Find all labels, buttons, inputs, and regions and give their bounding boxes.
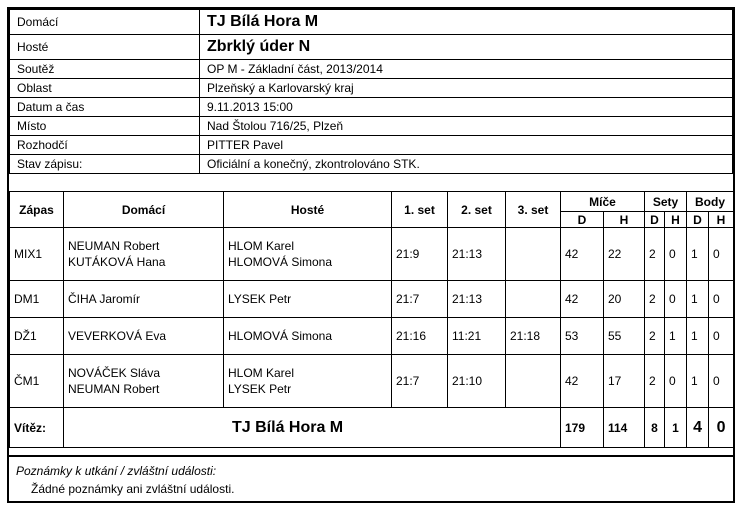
info-label: Místo bbox=[10, 117, 200, 136]
header-row bbox=[10, 192, 734, 212]
match-type: MIX1 bbox=[10, 228, 64, 281]
balls-guest: 17 bbox=[604, 355, 645, 408]
winner-team-name: TJ Bílá Hora M bbox=[64, 408, 561, 448]
info-row-venue bbox=[10, 117, 733, 136]
balls-home: 42 bbox=[561, 281, 604, 318]
match-report bbox=[7, 7, 735, 503]
info-value: OP M - Základní část, 2013/2014 bbox=[200, 60, 733, 79]
set2-score: 11:21 bbox=[448, 318, 506, 355]
points-guest: 0 bbox=[709, 228, 734, 281]
winner-row bbox=[10, 408, 734, 448]
notes-section bbox=[9, 455, 733, 501]
points-guest: 0 bbox=[709, 281, 734, 318]
total-points-home: 4 bbox=[687, 408, 709, 448]
table-row bbox=[10, 318, 734, 355]
header-h: H bbox=[604, 212, 645, 228]
sets-home: 2 bbox=[645, 318, 665, 355]
total-balls-guest: 114 bbox=[604, 408, 645, 448]
set3-score: 21:18 bbox=[506, 318, 561, 355]
points-guest: 0 bbox=[709, 355, 734, 408]
match-info-table bbox=[9, 9, 733, 174]
header-set3: 3. set bbox=[506, 192, 561, 228]
info-value: Oficiální a konečný, zkontrolováno STK. bbox=[200, 155, 733, 174]
match-type: DM1 bbox=[10, 281, 64, 318]
header-balls: Míče bbox=[561, 192, 645, 212]
info-value: Nad Štolou 716/25, Plzeň bbox=[200, 117, 733, 136]
info-value: PITTER Pavel bbox=[200, 136, 733, 155]
guest-players bbox=[224, 228, 392, 281]
total-sets-home: 8 bbox=[645, 408, 665, 448]
info-label: Hosté bbox=[10, 35, 200, 60]
set1-score: 21:7 bbox=[392, 281, 448, 318]
player-name: LYSEK Petr bbox=[228, 382, 292, 396]
total-sets-guest: 1 bbox=[665, 408, 687, 448]
home-players bbox=[64, 228, 224, 281]
header-guest: Hosté bbox=[224, 192, 392, 228]
set3-score bbox=[506, 281, 561, 318]
guest-players: LYSEK Petr bbox=[224, 281, 392, 318]
header-d: D bbox=[645, 212, 665, 228]
match-results-table bbox=[9, 191, 734, 448]
home-team-name: TJ Bílá Hora M bbox=[200, 10, 733, 35]
info-row-competition bbox=[10, 60, 733, 79]
header-match: Zápas bbox=[10, 192, 64, 228]
set3-score bbox=[506, 228, 561, 281]
info-row-referee bbox=[10, 136, 733, 155]
sets-guest: 1 bbox=[665, 318, 687, 355]
set1-score: 21:7 bbox=[392, 355, 448, 408]
info-row-home bbox=[10, 10, 733, 35]
notes-title: Poznámky k utkání / zvláštní události: bbox=[16, 464, 217, 478]
balls-guest: 55 bbox=[604, 318, 645, 355]
set1-score: 21:9 bbox=[392, 228, 448, 281]
home-players bbox=[64, 355, 224, 408]
sets-home: 2 bbox=[645, 355, 665, 408]
player-name: NEUMAN Robert bbox=[68, 382, 160, 396]
table-row bbox=[10, 281, 734, 318]
set2-score: 21:13 bbox=[448, 281, 506, 318]
info-row-status bbox=[10, 155, 733, 174]
header-d: D bbox=[687, 212, 709, 228]
balls-guest: 22 bbox=[604, 228, 645, 281]
points-guest: 0 bbox=[709, 318, 734, 355]
info-row-region bbox=[10, 79, 733, 98]
info-label: Domácí bbox=[10, 10, 200, 35]
sets-home: 2 bbox=[645, 281, 665, 318]
info-label: Soutěž bbox=[10, 60, 200, 79]
total-points-guest: 0 bbox=[709, 408, 734, 448]
info-value: 9.11.2013 15:00 bbox=[200, 98, 733, 117]
sets-home: 2 bbox=[645, 228, 665, 281]
player-name: NEUMAN Robert bbox=[68, 239, 160, 253]
set2-score: 21:10 bbox=[448, 355, 506, 408]
info-label: Oblast bbox=[10, 79, 200, 98]
home-players: VEVERKOVÁ Eva bbox=[64, 318, 224, 355]
points-home: 1 bbox=[687, 281, 709, 318]
player-name: HLOM Karel bbox=[228, 366, 295, 380]
header-points: Body bbox=[687, 192, 734, 212]
set2-score: 21:13 bbox=[448, 228, 506, 281]
sets-guest: 0 bbox=[665, 281, 687, 318]
player-name: HLOMOVÁ Simona bbox=[228, 255, 333, 269]
guest-team-name: Zbrklý úder N bbox=[200, 35, 733, 60]
set3-score bbox=[506, 355, 561, 408]
balls-home: 42 bbox=[561, 228, 604, 281]
player-name: KUTÁKOVÁ Hana bbox=[68, 255, 166, 269]
header-sets: Sety bbox=[645, 192, 687, 212]
match-type: DŽ1 bbox=[10, 318, 64, 355]
winner-label: Vítěz: bbox=[10, 408, 64, 448]
header-h: H bbox=[709, 212, 734, 228]
guest-players bbox=[224, 355, 392, 408]
sets-guest: 0 bbox=[665, 228, 687, 281]
header-home: Domácí bbox=[64, 192, 224, 228]
points-home: 1 bbox=[687, 355, 709, 408]
info-label: Datum a čas bbox=[10, 98, 200, 117]
points-home: 1 bbox=[687, 318, 709, 355]
player-name: NOVÁČEK Sláva bbox=[68, 366, 161, 380]
header-h: H bbox=[665, 212, 687, 228]
total-balls-home: 179 bbox=[561, 408, 604, 448]
match-type: ČM1 bbox=[10, 355, 64, 408]
home-players: ČIHA Jaromír bbox=[64, 281, 224, 318]
balls-home: 42 bbox=[561, 355, 604, 408]
header-set2: 2. set bbox=[448, 192, 506, 228]
info-label: Stav zápisu: bbox=[10, 155, 200, 174]
info-label: Rozhodčí bbox=[10, 136, 200, 155]
points-home: 1 bbox=[687, 228, 709, 281]
info-value: Plzeňský a Karlovarský kraj bbox=[200, 79, 733, 98]
player-name: HLOM Karel bbox=[228, 239, 295, 253]
table-row bbox=[10, 228, 734, 281]
info-row-guest bbox=[10, 35, 733, 60]
balls-home: 53 bbox=[561, 318, 604, 355]
notes-body: Žádné poznámky ani zvláštní události. bbox=[31, 482, 235, 496]
set1-score: 21:16 bbox=[392, 318, 448, 355]
info-row-datetime bbox=[10, 98, 733, 117]
table-row bbox=[10, 355, 734, 408]
sets-guest: 0 bbox=[665, 355, 687, 408]
balls-guest: 20 bbox=[604, 281, 645, 318]
header-set1: 1. set bbox=[392, 192, 448, 228]
header-d: D bbox=[561, 212, 604, 228]
guest-players: HLOMOVÁ Simona bbox=[224, 318, 392, 355]
